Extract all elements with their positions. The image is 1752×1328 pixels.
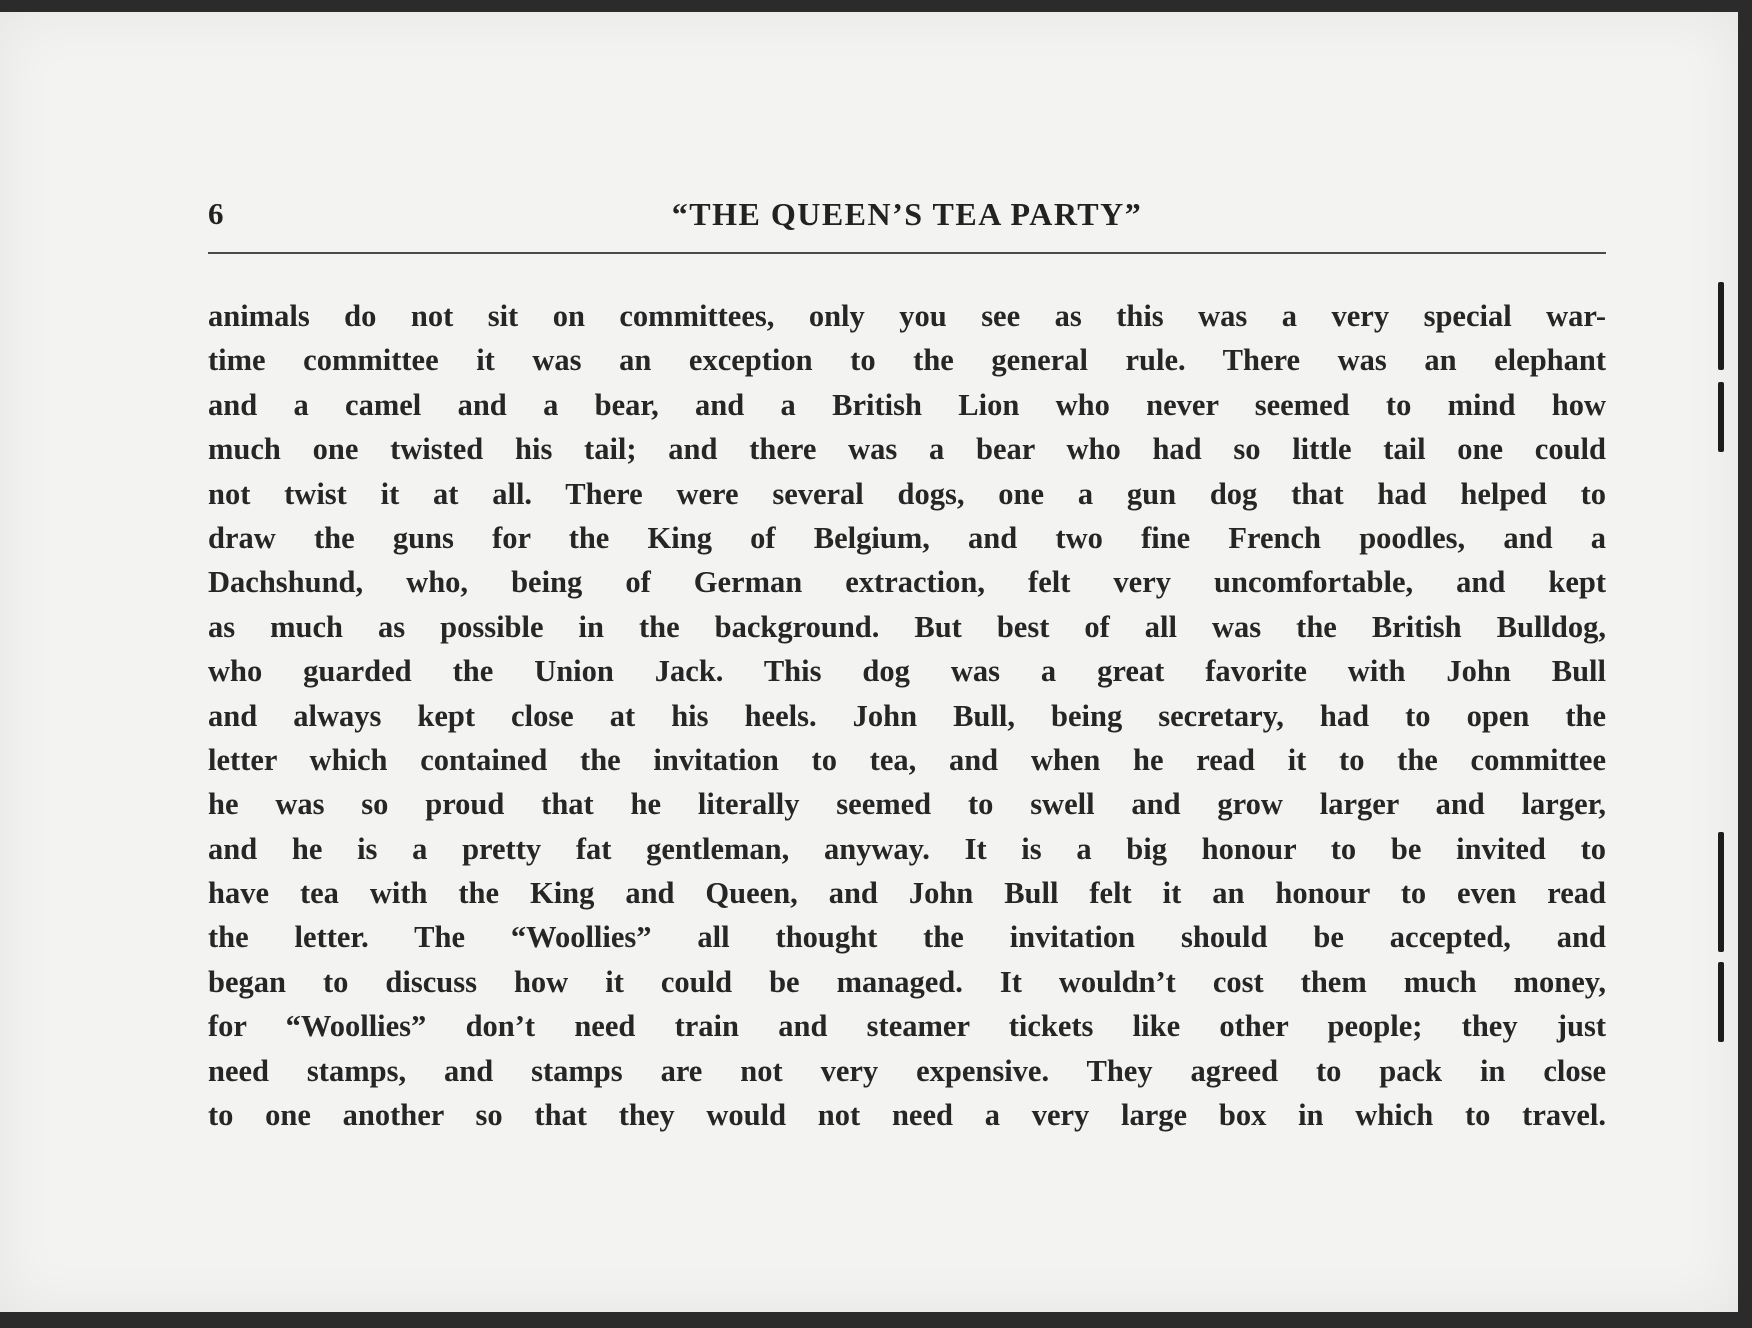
- text-line: and a camel and a bear, and a British Lion who never seemed to mind how: [208, 387, 1606, 422]
- text-line: and always kept close at his heels. John Bull, being secretary, had to open the: [208, 698, 1606, 733]
- text-line: to one another so that they would not need a very large box in which to travel.: [208, 1098, 1606, 1133]
- text-line: Dachshund, who, being of German extraction, felt very uncomfortable, and kept: [208, 565, 1606, 600]
- text-line: letter which contained the invitation to tea, and when he read it to the committee: [208, 742, 1606, 777]
- binding-mark: [1718, 382, 1724, 452]
- binding-edge: [1714, 12, 1724, 1312]
- text-line: who guarded the Union Jack. This dog was a great favorite with John Bull: [208, 654, 1606, 689]
- text-line: for “Woollies” don’t need train and steamer tickets like other people; they just: [208, 1009, 1606, 1044]
- text-line: not twist it at all. There were several dogs, one a gun dog that had helped to: [208, 476, 1606, 511]
- binding-mark: [1718, 832, 1724, 952]
- page-number: 6: [208, 196, 224, 231]
- binding-mark: [1718, 282, 1724, 370]
- text-line: need stamps, and stamps are not very expensive. They agreed to pack in close: [208, 1053, 1606, 1088]
- text-line: animals do not sit on committees, only you see as this was a very special war-: [208, 299, 1606, 333]
- text-line: much one twisted his tail; and there was a bear who had so little tail one could: [208, 432, 1606, 467]
- text-line: he was so proud that he literally seemed to swell and grow larger and larger,: [208, 787, 1606, 822]
- running-title: “THE QUEEN’S TEA PARTY”: [671, 196, 1143, 232]
- binding-mark: [1718, 962, 1724, 1042]
- text-line: as much as possible in the background. But best of all was the British Bulldog,: [208, 609, 1606, 644]
- page-header: [208, 188, 1606, 238]
- body-text: [208, 294, 1606, 1137]
- text-line: time committee it was an exception to the general rule. There was an elephant: [208, 343, 1606, 378]
- book-page: [0, 12, 1738, 1312]
- text-line: began to discuss how it could be managed. It wouldn’t cost them much money,: [208, 964, 1606, 999]
- text-line: draw the guns for the King of Belgium, and two fine French poodles, and a: [208, 520, 1606, 555]
- text-line: have tea with the King and Queen, and John Bull felt it an honour to even read: [208, 876, 1606, 911]
- text-line: and he is a pretty fat gentleman, anyway. It is a big honour to be invited to: [208, 831, 1606, 866]
- header-rule: [208, 252, 1606, 254]
- text-line: the letter. The “Woollies” all thought the invitation should be accepted, and: [208, 920, 1606, 955]
